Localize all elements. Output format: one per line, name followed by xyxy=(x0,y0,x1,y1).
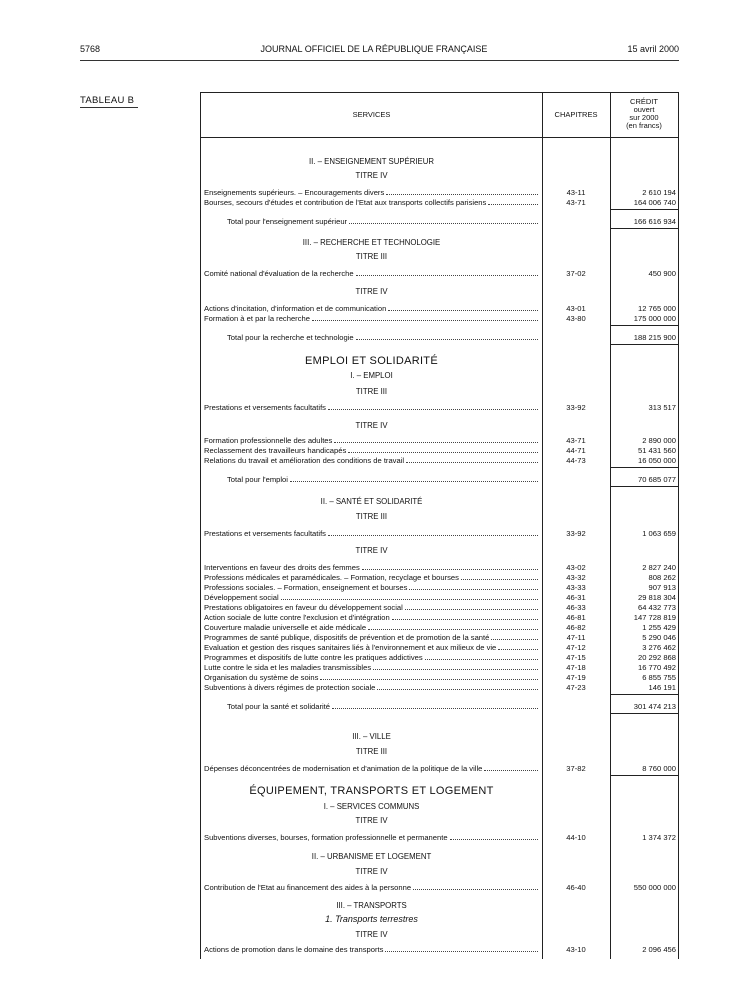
table-row: Organisation du système de soins 47-19 6 855 755 xyxy=(204,673,676,682)
table-row: Evaluation et gestion des risques sanitaires liés à l'environnement et aux milieux de vie 47-12 3 276 462 xyxy=(204,643,676,652)
subtotal-rule xyxy=(610,325,678,326)
titre-heading: TITRE IV xyxy=(355,930,388,939)
titre-heading: TITRE IV xyxy=(355,867,388,876)
total-rule xyxy=(610,228,678,229)
section-heading: I. – SERVICES COMMUNS xyxy=(323,802,420,811)
table-row: Actions de promotion dans le domaine des transports 43-10 2 096 456 xyxy=(204,945,676,954)
titre-heading: TITRE III xyxy=(355,387,388,396)
ministry-heading: ÉQUIPEMENT, TRANSPORTS ET LOGEMENT xyxy=(249,785,494,797)
subtotal-rule xyxy=(610,209,678,210)
table-row: Enseignements supérieurs. – Encouragements divers 43-11 2 610 194 xyxy=(204,188,676,197)
table-row: Subventions à divers régimes de protection sociale 47-23 146 191 xyxy=(204,683,676,692)
table-row: Développement social 46-31 29 818 304 xyxy=(204,593,676,602)
subtotal-rule xyxy=(610,694,678,695)
titre-heading: TITRE III xyxy=(355,747,388,756)
table-row: Comité national d'évaluation de la recherche 37-02 450 900 xyxy=(204,269,676,278)
titre-heading: TITRE III xyxy=(355,512,388,521)
table-row: Relations du travail et amélioration des conditions de travail 44-73 16 050 000 xyxy=(204,456,676,465)
total-row: Total pour l'enseignement supérieur 166 616 934 xyxy=(227,217,676,226)
titre-heading: TITRE III xyxy=(355,252,388,261)
table-row: Professions médicales et paramédicales. – Formation, recyclage et bourses 43-32 808 262 xyxy=(204,573,676,582)
ministry-heading: EMPLOI ET SOLIDARITÉ xyxy=(305,355,438,367)
titre-heading: TITRE IV xyxy=(355,816,388,825)
journal-title: JOURNAL OFFICIEL DE LA RÉPUBLIQUE FRANÇAISE xyxy=(260,44,488,54)
table-row: Interventions en faveur des droits des femmes 43-02 2 827 240 xyxy=(204,563,676,572)
table-row: Programmes et dispositifs de lutte contre les pratiques addictives 47-15 20 292 868 xyxy=(204,653,676,662)
table-label-rule xyxy=(80,107,138,108)
column-header-chapitres: CHAPITRES xyxy=(554,110,598,119)
section-heading: II. – URBANISME ET LOGEMENT xyxy=(311,852,432,861)
total-rule xyxy=(610,486,678,487)
total-row: Total pour la santé et solidarité 301 474 213 xyxy=(227,702,676,711)
subsection-heading: 1. Transports terrestres xyxy=(325,914,418,924)
table-row: Actions d'incitation, d'information et de communication 43-01 12 765 000 xyxy=(204,304,676,313)
table-row: Prestations et versements facultatifs 33-92 1 063 659 xyxy=(204,529,676,538)
total-row: Total pour la recherche et technologie 188 215 900 xyxy=(227,333,676,342)
section-heading: III. – TRANSPORTS xyxy=(336,901,407,910)
table-row: Programmes de santé publique, dispositifs de prévention et de promotion de la santé 47-11 5 290 046 xyxy=(204,633,676,642)
budget-table xyxy=(200,92,679,959)
total-rule xyxy=(610,713,678,714)
total-rule xyxy=(610,775,678,776)
table-row: Couverture maladie universelle et aide médicale 46-82 1 255 429 xyxy=(204,623,676,632)
table-row: Professions sociales. – Formation, enseignement et bourses 43-33 907 913 xyxy=(204,583,676,592)
table-row: Dépenses déconcentrées de modernisation et d'animation de la politique de la ville 37-82 8 760 000 xyxy=(204,764,676,773)
table-row: Prestations obligatoires en faveur du développement social 46-33 64 432 773 xyxy=(204,603,676,612)
table-row: Formation professionnelle des adultes 43-71 2 890 000 xyxy=(204,436,676,445)
table-row: Prestations et versements facultatifs 33-92 313 517 xyxy=(204,403,676,412)
section-heading: I. – EMPLOI xyxy=(350,371,393,380)
subtotal-rule xyxy=(610,467,678,468)
table-row: Action sociale de lutte contre l'exclusion et d'intégration 46-81 147 728 819 xyxy=(204,613,676,622)
table-row: Subventions diverses, bourses, formation professionnelle et permanente 44-10 1 374 372 xyxy=(204,833,676,842)
titre-heading: TITRE IV xyxy=(355,546,388,555)
table-label: TABLEAU B xyxy=(80,95,135,106)
table-row: Bourses, secours d'études et contribution de l'Etat aux transports collectifs parisiens 43-71 164 006 740 xyxy=(204,198,676,207)
total-rule xyxy=(610,344,678,345)
titre-heading: TITRE IV xyxy=(355,421,388,430)
page-number: 5768 xyxy=(80,44,101,54)
table-row: Formation à et par la recherche 43-80 175 000 000 xyxy=(204,314,676,323)
section-heading: II. – ENSEIGNEMENT SUPÉRIEUR xyxy=(308,157,435,166)
column-header-services: SERVICES xyxy=(352,110,391,119)
table-row: Contribution de l'Etat au financement des aides à la personne 46-40 550 000 000 xyxy=(204,883,676,892)
header-rule xyxy=(80,60,679,61)
section-heading: III. – VILLE xyxy=(352,732,391,741)
section-heading: III. – RECHERCHE ET TECHNOLOGIE xyxy=(302,238,441,247)
page-date: 15 avril 2000 xyxy=(627,44,679,54)
section-heading: II. – SANTÉ ET SOLIDARITÉ xyxy=(320,497,423,506)
table-row: Lutte contre le sida et les maladies transmissibles 47-18 16 770 492 xyxy=(204,663,676,672)
table-row: Reclassement des travailleurs handicapés 44-71 51 431 560 xyxy=(204,446,676,455)
titre-heading: TITRE IV xyxy=(355,287,388,296)
header-divider xyxy=(201,137,678,138)
titre-heading: TITRE IV xyxy=(355,171,388,180)
column-header-credit: CRÉDIT ouvert sur 2000 (en francs) xyxy=(626,97,662,130)
total-row: Total pour l'emploi 70 685 077 xyxy=(227,475,676,484)
